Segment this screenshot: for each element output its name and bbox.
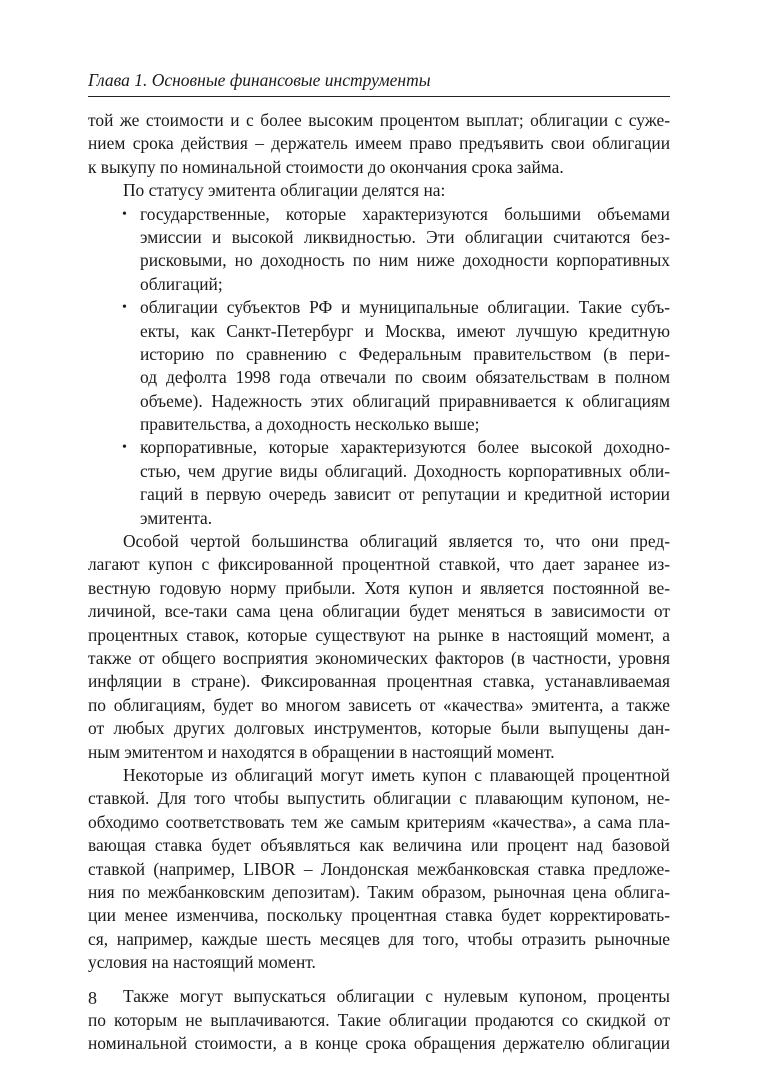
bullet-icon: • (122, 300, 127, 316)
text-line: ставкой (например, LIBOR – Лондонская межбанковская ставка предложе- (88, 858, 670, 879)
paragraph (88, 179, 670, 202)
text-line: гаций в первую очередь зависит от репутации и кредитной истории (140, 484, 670, 505)
text-line: процентных ставок, которые существуют на рынке в настоящий момент, а (88, 624, 670, 645)
text-line: эмиссии и высокой ликвидностью. Эти облигации считаются без- (140, 226, 670, 247)
bullet-icon: • (122, 206, 127, 222)
text-line: к выкупу по номинальной стоимости до окончания срока займа. (88, 156, 564, 177)
text-line: ции менее изменчива, поскольку процентная ставка будет корректировать- (88, 905, 670, 926)
text-line: нием срока действия – держатель имеем право предъявить свои облигации (88, 133, 670, 154)
text-line: от любых других долговых инструментов, которые были выпущены дан- (88, 718, 670, 739)
list-item (88, 203, 670, 297)
running-header: Глава 1. Основные финансовые инструменты (88, 68, 670, 97)
text-line: объеме). Надежность этих облигаций приравнивается к облигациям (140, 390, 670, 411)
text-line: облигации субъектов РФ и муниципальные облигации. Такие субъ- (140, 297, 670, 318)
text-line: историю по сравнению с Федеральным правительством (в пери- (140, 343, 670, 364)
text-line: вающая ставка будет объявляться как величина или процент над базовой (88, 835, 670, 856)
text-line: Некоторые из облигаций могут иметь купон с плавающей процентной (123, 764, 670, 785)
list-item (88, 436, 670, 530)
paragraph (88, 764, 670, 975)
text-line: также от общего восприятия экономических факторов (в частности, уровня (88, 647, 670, 668)
text-line: той же стоимости и с более высоким процентом выплат; облигации с суже- (88, 110, 670, 130)
page (88, 68, 670, 1056)
text-line: правительства, а доходность несколько выше; (140, 414, 480, 435)
text-line: ния по межбанковским депозитам). Таким образом, рыночная цена облига- (88, 881, 670, 902)
text-line: ставкой. Для того чтобы выпустить облигации с плавающим купоном, не- (88, 788, 670, 809)
body-text (88, 109, 670, 1056)
text-line: по облигациям, будет во многом зависеть от «качества» эмитента, а также (88, 694, 670, 715)
text-line: корпоративные, которые характеризуются более высокой доходно- (140, 437, 670, 458)
text-line: екты, как Санкт-Петербург и Москва, имеют лучшую кредитную (140, 320, 670, 341)
paragraph (88, 530, 670, 764)
text-line: ным эмитентом и находятся в обращении в настоящий момент. (88, 741, 555, 762)
text-line: ся, например, каждые шесть месяцев для того, чтобы отразить рыночные (88, 928, 670, 949)
text-line: личиной, все-таки сама цена облигации будет меняться в зависимости от (88, 601, 670, 622)
text-line: облигаций; (140, 273, 223, 294)
text-line: обходимо соответствовать тем же самым критериям «качества», а сама пла- (88, 811, 670, 832)
text-line: Особой чертой большинства облигаций является то, что они пред- (123, 531, 670, 552)
text-line: условия на настоящий момент. (88, 952, 316, 973)
text-line: вестную годовую норму прибыли. Хотя купон и является постоянной ве- (88, 577, 670, 598)
text-line: рисковыми, но доходность по ним ниже доходности корпоративных (140, 250, 670, 271)
text-line: эмитента. (140, 507, 213, 528)
text-line: стью, чем другие виды облигаций. Доходность корпоративных обли- (140, 460, 670, 481)
text-line: инфляции в стране). Фиксированная процентная ставка, устанавливаемая (88, 671, 670, 692)
text-line: по которым не выплачиваются. Такие облигации продаются со скидкой от (88, 1009, 670, 1030)
page-number: 8 (88, 988, 97, 1008)
list-item (88, 296, 670, 436)
text-line: государственные, которые характеризуются большими объемами (140, 203, 670, 224)
paragraph (88, 985, 670, 1055)
text-line: лагают купон с фиксированной процентной ставкой, что дает заранее из- (88, 554, 670, 575)
text-line: По статусу эмитента облигации делятся на: (123, 180, 446, 201)
paragraph (88, 109, 670, 179)
bullet-list (88, 203, 670, 530)
text-line: од дефолта 1998 года отвечали по своим обязательствам в полном (140, 367, 670, 388)
bullet-icon: • (122, 440, 127, 456)
text-line: Также могут выпускаться облигации с нулевым купоном, проценты (123, 986, 670, 1007)
text-line: номинальной стоимости, а в конце срока обращения держателю облигации (88, 1033, 670, 1054)
